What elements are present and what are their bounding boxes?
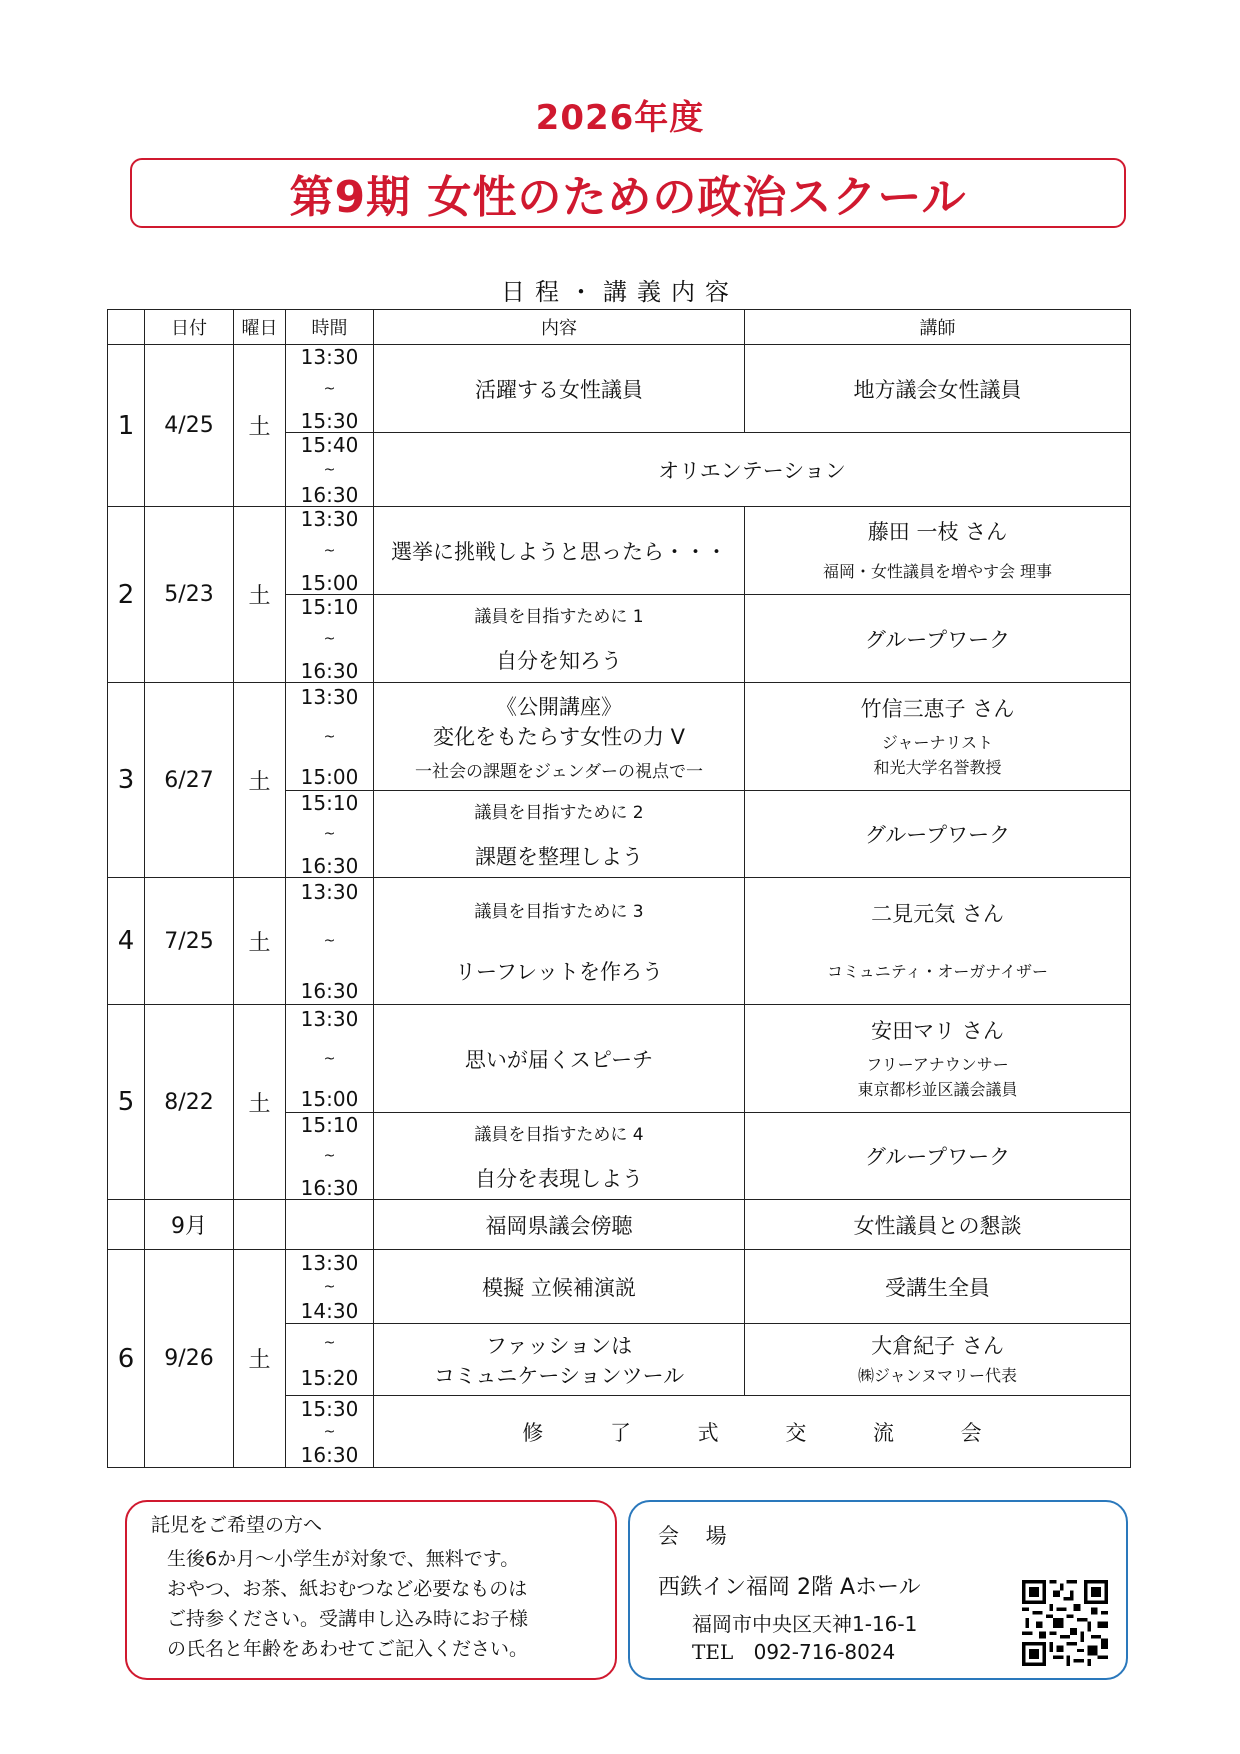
session-date: 9月 (145, 1200, 234, 1250)
session-number: 6 (108, 1250, 145, 1468)
tilde: ~ (323, 826, 336, 842)
content-cell (374, 595, 745, 683)
venue-box (628, 1500, 1128, 1680)
lecturer-cell: 地方議会女性議員 (745, 345, 1131, 433)
time-cell (286, 595, 374, 683)
table-row (108, 507, 1131, 595)
lecturer-cell (745, 507, 1131, 595)
time-end: 15:00 (300, 1086, 359, 1111)
lecturer-title: ジャーナリスト (881, 732, 994, 752)
lecturer-cell (745, 1324, 1131, 1396)
venue-heading: 会 場 (658, 1524, 737, 1548)
qr-code-icon (1022, 1580, 1108, 1666)
tilde: ~ (323, 728, 336, 745)
time-cell (286, 1396, 374, 1468)
col-header-date: 日付 (145, 310, 234, 345)
session-date: 8/22 (145, 1005, 234, 1200)
schedule-table (107, 309, 1131, 1468)
lecturer-title: 和光大学名誉教授 (873, 757, 1002, 777)
content-subtitle: 議員を目指すために 4 (474, 1124, 644, 1145)
lecturer-cell (745, 1005, 1131, 1113)
tilde: ~ (323, 461, 336, 478)
time-start: 13:30 (300, 684, 359, 709)
time-start: 15:30 (300, 1396, 359, 1421)
time-cell (286, 507, 374, 595)
venue-address: 福岡市中央区天神1-16-1 (692, 1612, 918, 1636)
session-day (234, 1200, 286, 1250)
lecturer-title: 東京都杉並区議会議員 (857, 1079, 1018, 1099)
content-subtitle: 議員を目指すために 2 (474, 802, 644, 823)
content-cell: 思いが届くスピーチ (374, 1005, 745, 1113)
session-number: 4 (108, 878, 145, 1005)
lecturer-name: 二見元気 さん (871, 901, 1004, 926)
col-header-content: 内容 (374, 310, 745, 345)
content-subtitle: 議員を目指すために 3 (474, 901, 644, 922)
session-day: 土 (234, 345, 286, 507)
session-date: 4/25 (145, 345, 234, 507)
time-end: 16:30 (300, 1175, 359, 1200)
tilde: ~ (323, 1050, 336, 1067)
lecturer-cell (745, 878, 1131, 1005)
content-title: 自分を知ろう (496, 649, 622, 673)
session-day: 土 (234, 878, 286, 1005)
session-date: 9/26 (145, 1250, 234, 1468)
time-cell (286, 1113, 374, 1200)
schedule-heading: 日程・講義内容 (501, 278, 739, 306)
col-header-num (108, 310, 145, 345)
year-label: 2026年度 (535, 98, 705, 138)
content-title: ファッションは (485, 1333, 633, 1358)
lecturer-cell: 受講生全員 (745, 1250, 1131, 1324)
time-end: 16:30 (300, 853, 359, 878)
time-start: 15:10 (300, 1112, 359, 1137)
time-end: 16:30 (300, 1442, 359, 1467)
content-cell (374, 878, 745, 1005)
content-cell: 修 了 式 交 流 会 (374, 1396, 1131, 1468)
content-cell (374, 1113, 745, 1200)
childcare-line: ご持参ください。受講申し込み時にお子様 (167, 1608, 529, 1630)
content-cell (374, 1324, 745, 1396)
lecturer-cell: グループワーク (745, 595, 1131, 683)
lecturer-title: コミュニティ・オーガナイザー (827, 961, 1048, 981)
session-number: 2 (108, 507, 145, 683)
childcare-heading: 託児をご希望の方へ (151, 1514, 323, 1536)
table-row (108, 345, 1131, 433)
childcare-line: の氏名と年齢をあわせてご記入ください。 (167, 1638, 529, 1660)
table-row (108, 1250, 1131, 1324)
session-day: 土 (234, 683, 286, 878)
content-title: 課題を整理しよう (475, 844, 643, 869)
table-row (108, 683, 1131, 791)
time-cell (286, 433, 374, 507)
lecturer-title: フリーアナウンサー (866, 1054, 1009, 1074)
content-cell (374, 791, 745, 878)
tilde: ~ (323, 542, 336, 559)
childcare-box (125, 1500, 617, 1680)
phone-label: TEL (692, 1640, 734, 1664)
childcare-line: 生後6か月～小学生が対象で、無料です。 (167, 1548, 520, 1570)
time-end: 15:00 (300, 764, 359, 789)
content-cell (374, 683, 745, 791)
childcare-body (167, 1544, 607, 1664)
content-note: 一社会の課題をジェンダーの視点で一 (415, 762, 703, 782)
time-start: 13:30 (300, 1250, 359, 1275)
time-end: 16:30 (300, 658, 359, 683)
time-end: 15:00 (300, 570, 359, 595)
tilde: ~ (323, 1423, 336, 1440)
session-number: 1 (108, 345, 145, 507)
time-end: 16:30 (300, 978, 359, 1003)
phone-number: 092-716-8024 (753, 1640, 896, 1664)
time-start: 13:30 (300, 1006, 359, 1031)
lecturer-cell: グループワーク (745, 1113, 1131, 1200)
time-end: 16:30 (300, 482, 359, 507)
content-title: 《公開講座》 (496, 695, 622, 719)
lecturer-title: 福岡・女性議員を増やす会 理事 (822, 562, 1053, 582)
session-date: 5/23 (145, 507, 234, 683)
venue-phone (692, 1640, 895, 1664)
col-header-day: 曜日 (234, 310, 286, 345)
venue-place: 西鉄イン福岡 2階 Aホール (658, 1575, 921, 1600)
session-number: 5 (108, 1005, 145, 1200)
page-title: 第9期 女性のための政治スクール (289, 172, 967, 223)
lecturer-name: 藤田 一枝 さん (867, 520, 1008, 545)
time-cell (286, 1200, 374, 1250)
time-start: 15:40 (300, 432, 359, 457)
time-end: 15:20 (300, 1365, 359, 1390)
content-subtitle: 議員を目指すために 1 (474, 607, 644, 627)
content-title: 自分を表現しよう (475, 1166, 643, 1191)
session-day: 土 (234, 1250, 286, 1468)
content-cell: 模擬 立候補演説 (374, 1250, 745, 1324)
content-cell: 福岡県議会傍聴 (374, 1200, 745, 1250)
lecturer-cell (745, 683, 1131, 791)
time-start: 15:10 (300, 594, 359, 619)
time-cell (286, 683, 374, 791)
tilde: ~ (323, 933, 336, 949)
time-cell (286, 1324, 374, 1396)
lecturer-name: 竹信三恵子 さん (860, 696, 1015, 721)
lecturer-title: ㈱ジャンヌマリー代表 (857, 1366, 1018, 1386)
col-header-time: 時間 (286, 310, 374, 345)
content-title: コミュニケーションツール (433, 1363, 685, 1388)
session-date: 6/27 (145, 683, 234, 878)
tilde: ~ (323, 1278, 336, 1295)
content-cell: オリエンテーション (374, 433, 1131, 507)
session-day: 土 (234, 1005, 286, 1200)
content-title: リーフレットを作ろう (455, 959, 663, 984)
time-cell (286, 1250, 374, 1324)
time-end: 15:30 (300, 408, 359, 433)
time-cell (286, 878, 374, 1005)
time-start: 13:30 (300, 879, 359, 904)
content-title: 変化をもたらす女性の力 V (432, 725, 686, 749)
session-day: 土 (234, 507, 286, 683)
table-row (108, 878, 1131, 1005)
time-start: 13:30 (300, 506, 359, 531)
lecturer-name: 大倉紀子 さん (871, 1334, 1004, 1359)
lecturer-cell: グループワーク (745, 791, 1131, 878)
content-cell: 活躍する女性議員 (374, 345, 745, 433)
time-start: 15:10 (300, 790, 359, 815)
table-row (108, 1200, 1131, 1250)
tilde: ~ (323, 630, 336, 647)
tilde: ~ (323, 380, 336, 397)
table-row (108, 1005, 1131, 1113)
time-start: 13:30 (300, 344, 359, 369)
content-cell: 選挙に挑戦しようと思ったら・・・ (374, 507, 745, 595)
time-cell (286, 345, 374, 433)
tilde: ~ (323, 1334, 336, 1351)
session-date: 7/25 (145, 878, 234, 1005)
tilde: ~ (323, 1148, 336, 1164)
time-end: 14:30 (300, 1298, 359, 1323)
time-cell (286, 791, 374, 878)
time-cell (286, 1005, 374, 1113)
session-number (108, 1200, 145, 1250)
table-header-row (108, 310, 1131, 345)
childcare-line: おやつ、お茶、紙おむつなど必要なものは (167, 1578, 528, 1600)
title-box (130, 158, 1126, 228)
col-header-lecturer: 講師 (745, 310, 1131, 345)
lecturer-cell: 女性議員との懇談 (745, 1200, 1131, 1250)
lecturer-name: 安田マリ さん (871, 1018, 1004, 1043)
session-number: 3 (108, 683, 145, 878)
